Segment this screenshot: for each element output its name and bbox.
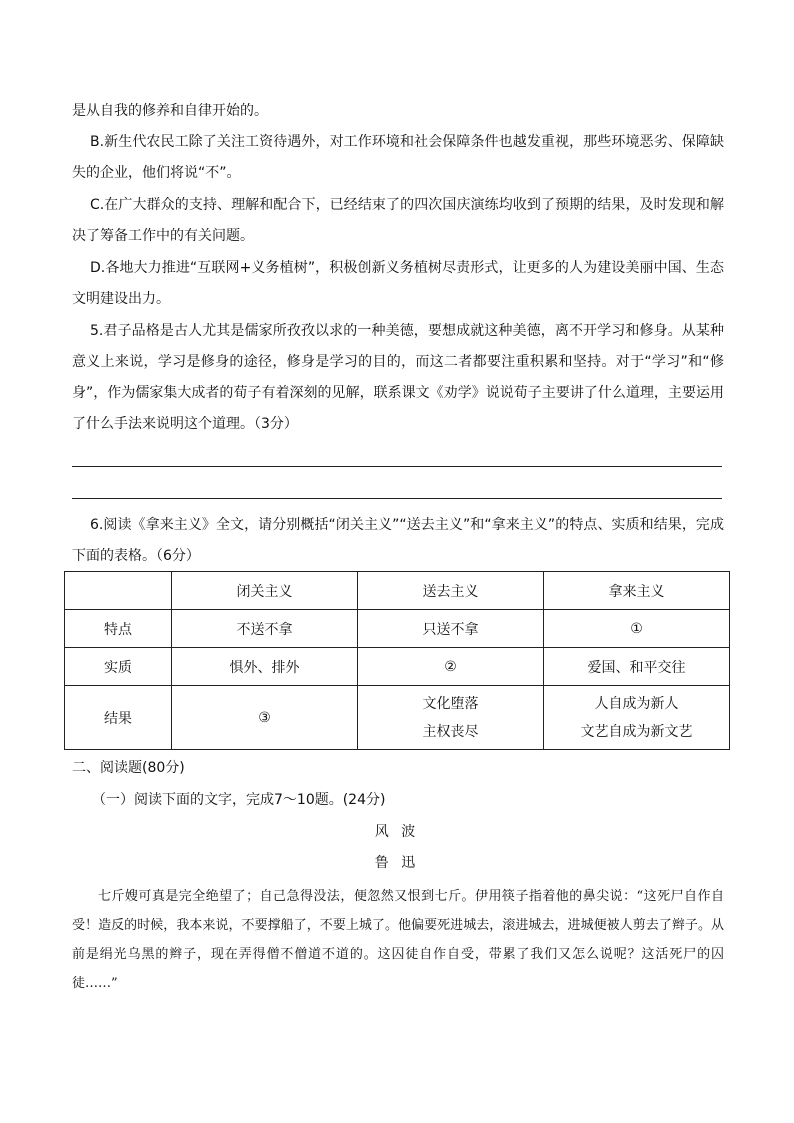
table-cell: 只送不拿 bbox=[358, 610, 544, 648]
table-cell-blank-3[interactable]: ③ bbox=[172, 686, 358, 750]
table-row bbox=[65, 610, 730, 648]
cell-line: 主权丧尽 bbox=[422, 723, 479, 740]
table-cell: 爱国、和平交往 bbox=[544, 648, 730, 686]
answer-line-2[interactable] bbox=[72, 498, 722, 499]
cell-line: 文化堕落 bbox=[422, 695, 479, 712]
table-row bbox=[65, 648, 730, 686]
story-paragraph: 七斤嫂可真是完全绝望了；自己急得没法，便忽然又恨到七斤。伊用筷子指着他的鼻尖说：“这死尸自作自受！造反的时候，我本来说，不要撑船了，不要上城了。他偏要死进城去，滚进城去，进城便被人剪去了辫子。从前是绢光乌黑的辫子，现在弄得僧不僧道不道的。这囚徒自作自受，带累了我们又怎么说呢？这活死尸的囚徒……” bbox=[72, 889, 724, 991]
table-header-cell: 闭关主义 bbox=[172, 572, 358, 610]
section-heading: 二、阅读题(80分) bbox=[72, 760, 185, 776]
answer-line-1[interactable] bbox=[72, 466, 722, 467]
table-row bbox=[65, 686, 730, 750]
subsection-heading: （一）阅读下面的文字，完成7～10题。(24分) bbox=[92, 792, 386, 808]
row-label: 实质 bbox=[65, 648, 172, 686]
question-6: 6.阅读《拿来主义》全文，请分别概括“闭关主义”“送去主义”和“拿来主义”的特点、实质和结果，完成下面的表格。（6分） bbox=[72, 517, 724, 564]
story-title: 风 波 bbox=[374, 824, 420, 840]
table-cell-blank-2[interactable]: ② bbox=[358, 648, 544, 686]
option-d: D.各地大力推进“互联网+义务植树”，积极创新义务植树尽责形式，让更多的人为建设美丽中国、生态文明建设出力。 bbox=[72, 260, 724, 307]
table-header-cell bbox=[65, 572, 172, 610]
option-b: B.新生代农民工除了关注工资待遇外，对工作环境和社会保障条件也越发重视，那些环境恶劣、保障缺失的企业，他们将说“不”。 bbox=[72, 134, 724, 181]
table-cell bbox=[358, 686, 544, 750]
paragraph-continuation: 是从自我的修养和自律开始的。 bbox=[72, 103, 268, 119]
comparison-table bbox=[64, 571, 730, 750]
table-cell bbox=[544, 686, 730, 750]
table-cell: 不送不拿 bbox=[172, 610, 358, 648]
question-5: 5.君子品格是古人尤其是儒家所孜孜以求的一种美德，要想成就这种美德，离不开学习和修身。从某种意义上来说，学习是修身的途径，修身是学习的目的，而这二者都要注重积累和坚持。对于“学习”和“修身”，作为儒家集大成者的荀子有着深刻的见解，联系课文《劝学》说说荀子主要讲了什么道理，主要运用了什么手法来说明这个道理。（3分） bbox=[72, 323, 724, 432]
table-cell-blank-1[interactable]: ① bbox=[544, 610, 730, 648]
table-cell: 惧外、排外 bbox=[172, 648, 358, 686]
table-header-cell: 送去主义 bbox=[358, 572, 544, 610]
row-label: 特点 bbox=[65, 610, 172, 648]
table-header-cell: 拿来主义 bbox=[544, 572, 730, 610]
option-c: C.在广大群众的支持、理解和配合下，已经结束了的四次国庆演练均收到了预期的结果，及时发现和解决了筹备工作中的有关问题。 bbox=[72, 197, 724, 244]
row-label: 结果 bbox=[65, 686, 172, 750]
story-author: 鲁 迅 bbox=[374, 855, 420, 871]
cell-line: 文艺自成为新文艺 bbox=[580, 723, 693, 740]
cell-line: 人自成为新人 bbox=[594, 695, 679, 712]
table-header-row bbox=[65, 572, 730, 610]
